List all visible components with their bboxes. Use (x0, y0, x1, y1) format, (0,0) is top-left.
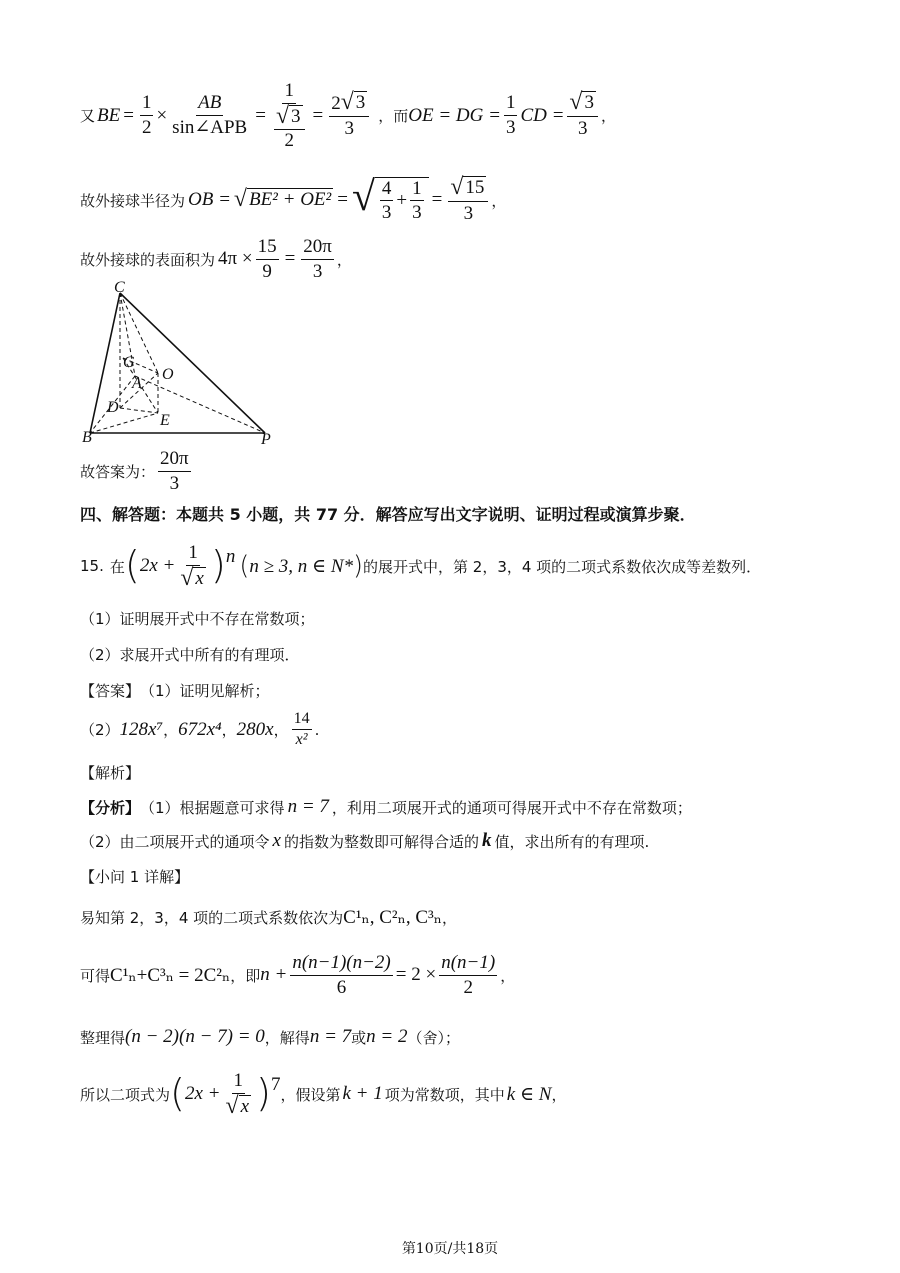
edge-cp (120, 293, 265, 433)
label-p: P (261, 431, 271, 448)
solution-line-4: 所以二项式为 ( 2x + 1 √ x ) 7 ，假设第 k + 1 项为常数项，其中 k ∈ N ， (80, 1070, 567, 1119)
label-a: A (132, 375, 142, 392)
frac-half: $\frac{1}{2}$ (141, 92, 152, 139)
analysis-label: 【解析】 (80, 764, 141, 782)
label-b: B (82, 429, 92, 446)
fenxi-part2: （2）由二项展开式的通项令 x 的指数为整数即可解得合适的 k 值，求出所有的有理项. (80, 830, 650, 851)
answer-part1: 【答案】 （1）证明见解析； (80, 682, 270, 700)
edge-be (90, 413, 158, 433)
formula-area-line: 故外接球的表面积为 4π × $\frac{15}{9}$ = $\frac{20\pi}{3}$ ， (80, 236, 352, 282)
frac-ab-sin: $\frac{AB}{\text{sin∠APB}}$ (172, 92, 248, 139)
section-heading: 四、解答题：本题共 5 小题，共 77 分．解答应写出文字说明、证明过程或演算步聚． (80, 505, 696, 524)
frac-complex: 1 √ 3 2 (272, 80, 307, 152)
edge-ap (135, 376, 265, 433)
label-c: C (114, 279, 125, 296)
q15-part2: （2）求展开式中所有的有理项． (80, 646, 300, 664)
fenxi-part1: 【分析】 （1）根据题意可求得 n = 7 ，利用二项展开式的通项可得展开式中不存在常数项； (80, 796, 692, 817)
frac-result: 2 √ 3 3 (329, 91, 369, 140)
page-footer: 第10页/共18页 (401, 1241, 499, 1257)
edge-de (120, 408, 158, 413)
label-e: E (160, 412, 170, 429)
formula-radius-line: 故外接球半径为 OB = √ BE² + OE² = √ $\frac{4}{3}$ + $\frac{1}{3}$ = √ 15 3 ， (80, 173, 507, 224)
formula-be-line: 又 BE = $\frac{1}{2}$ × $\frac{AB}{\text{sin∠APB}}$ = 1 √ 3 2 = 2 √ 3 3 ，而 OE = DG = $\frac{1}{3}$ CD = √ 3 3 ， (80, 80, 616, 151)
solution-line-2: 可得 C¹ₙ+C³ₙ = 2C²ₙ ，即 n + $\frac{n(n-1)(n-2)}{6}$ = 2 × $\frac{n(n-1)}{2}$ ， (80, 952, 516, 998)
tetrahedron-figure (80, 278, 290, 448)
answer-part2: （2） 128x⁷ ， 672x⁴ ， 280x ， $\frac{14}{\text{x²}}$ . (80, 710, 320, 749)
q15-part1: （1）证明展开式中不存在常数项； (80, 610, 315, 628)
solution-line-1: 易知第 2，3，4 项的二项式系数依次为 C¹ₙ, C²ₙ, C³ₙ ， (80, 907, 457, 928)
solution-line-3: 整理得 (n − 2)(n − 7) = 0 ，解得 n = 7 或 n = 2 （舍）； (80, 1026, 460, 1047)
label-o: O (162, 366, 174, 383)
label-g: G (123, 354, 135, 371)
be-label: BE (97, 104, 121, 126)
question-15: 15. 在 ( 2x + 1 √ x ) n ( n ≥ 3, n ∈ N* ) 的展开式中，第 2，3，4 项的二项式系数依次成等差数列． (80, 542, 762, 591)
label-d: D (107, 399, 119, 416)
answer-line: 故答案为： $\frac{20\pi}{3}$ (80, 448, 189, 494)
xiaowen-label: 【小问 1 详解】 (80, 868, 190, 886)
